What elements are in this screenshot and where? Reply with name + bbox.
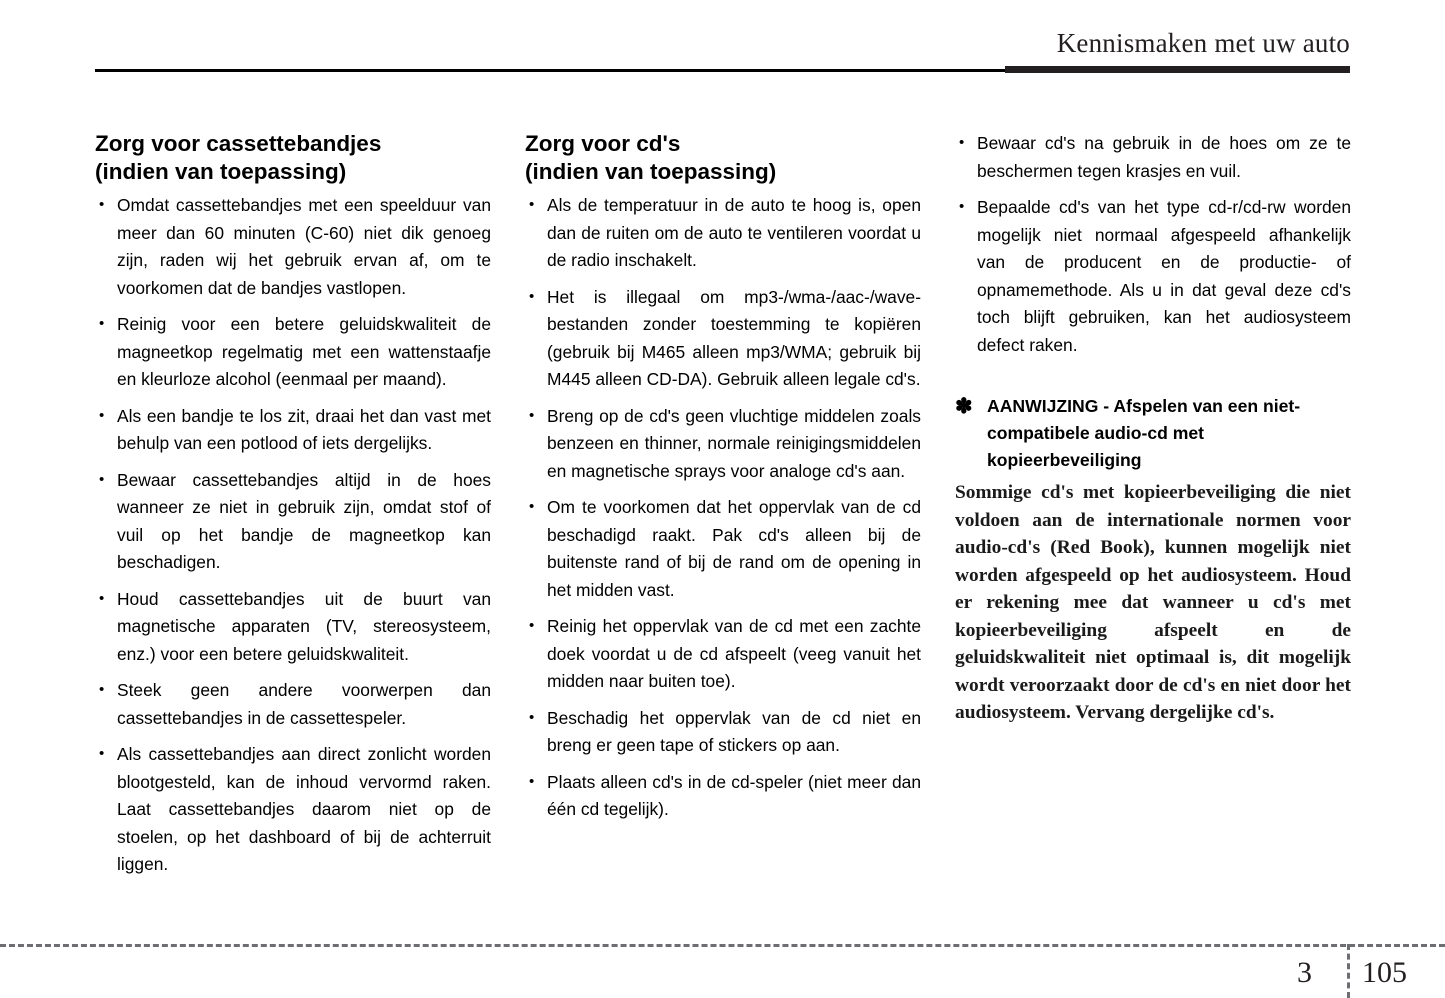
page-header: [95, 28, 1350, 74]
list-item: • Reinig voor een betere geluidskwaliteit de magneetkop regelmatig met een wattenstaafje en kleurloze alcohol (eenmaal per maand).: [95, 311, 491, 394]
list-item: • Beschadig het oppervlak van de cd niet en breng er geen tape of stickers op aan.: [525, 705, 921, 760]
list-item: • Bepaalde cd's van het type cd-r/cd-rw worden mogelijk niet normaal afgespeeld afhankelijk van de producent en de productie- of opnamemethode. Als u in dat geval deze cd's toch blijft gebruiken, kan het audiosysteem defect raken.: [955, 194, 1351, 359]
section-title-line1: Zorg voor cd's: [525, 131, 681, 156]
list-item: • Als de temperatuur in de auto te hoog is, open dan de ruiten om de auto te ventileren voordat u de radio inschakelt.: [525, 192, 921, 275]
list-item: • Omdat cassettebandjes met een speelduur van meer dan 60 minuten (C-60) niet dik genoeg zijn, raden wij het gebruik ervan af, om te voorkomen dat de bandjes vastlopen.: [95, 192, 491, 302]
footer-divider-vertical: [1347, 944, 1350, 998]
list-item: • Bewaar cd's na gebruik in de hoes om ze te beschermen tegen krasjes en vuil.: [955, 130, 1351, 185]
note-heading-text: AANWIJZING - Afspelen van een niet-compatibele audio-cd met kopieerbeveiliging: [987, 396, 1301, 470]
list-item: • Als een bandje te los zit, draai het dan vast met behulp van een potlood of iets dergelijks.: [95, 403, 491, 458]
note-block: [955, 393, 1351, 727]
section-title-line1: Zorg voor cassettebandjes: [95, 131, 382, 156]
section-title-cassettes: [95, 130, 491, 186]
bullet-list-cassettes: [95, 192, 491, 879]
footer-divider: [0, 944, 1445, 947]
asterisk-icon: ✽: [955, 395, 973, 418]
list-item: • Houd cassettebandjes uit de buurt van magnetische apparaten (TV, stereosysteem, enz.) voor een betere geluidskwaliteit.: [95, 586, 491, 669]
section-title-cds: [525, 130, 921, 186]
list-item: • Steek geen andere voorwerpen dan cassettebandjes in de cassettespeler.: [95, 677, 491, 732]
section-title-line2: (indien van toepassing): [95, 159, 347, 184]
column-cassettes: [95, 130, 491, 879]
list-item: • Als cassettebandjes aan direct zonlicht worden blootgesteld, kan de inhoud vervormd raken. Laat cassettebandjes daarom niet op de stoelen, op het dashboard of bij de achterruit liggen.: [95, 741, 491, 879]
column-cds: [525, 130, 921, 824]
list-item: • Breng op de cd's geen vluchtige middelen zoals benzeen en thinner, normale reinigingsmiddelen en magnetische sprays voor analoge cd's aan.: [525, 403, 921, 486]
header-divider-accent: [1005, 66, 1350, 73]
column-cds-continued: [955, 130, 1351, 727]
page-title: Kennismaken met uw auto: [1056, 28, 1350, 58]
bullet-list-cds: [525, 192, 921, 824]
page-number: 105: [1362, 956, 1407, 989]
bullet-list-cds-continued: [955, 130, 1351, 359]
content-columns: [95, 130, 1353, 930]
note-heading: [955, 393, 1351, 474]
chapter-number: 3: [1297, 956, 1312, 989]
section-title-line2: (indien van toepassing): [525, 159, 777, 184]
list-item: • Plaats alleen cd's in de cd-speler (niet meer dan één cd tegelijk).: [525, 769, 921, 824]
list-item: • Reinig het oppervlak van de cd met een zachte doek voordat u de cd afspeelt (veeg vanuit het midden naar buiten toe).: [525, 613, 921, 696]
list-item: • Het is illegaal om mp3-/wma-/aac-/wave-bestanden zonder toestemming te kopiëren (gebruik bij M465 alleen mp3/WMA; gebruik bij M445 alleen CD-DA). Gebruik alleen legale cd's.: [525, 284, 921, 394]
note-body-text: Sommige cd's met kopieerbeveiliging die niet voldoen aan de internationale normen voor audio-cd's (Red Book), kunnen mogelijk niet worden afgespeeld op het audiosysteem. Houd er rekening mee dat wanneer u cd's met kopieerbeveiliging afspeelt en de geluidskwaliteit niet optimaal is, dit mogelijk wordt veroorzaakt door de cd's en niet door het audiosysteem. Vervang dergelijke cd's.: [955, 482, 1351, 723]
list-item: • Om te voorkomen dat het oppervlak van de cd beschadigd raakt. Pak cd's alleen bij de buitenste rand of bij de rand om de opening in het midden vast.: [525, 494, 921, 604]
list-item: • Bewaar cassettebandjes altijd in de hoes wanneer ze niet in gebruik zijn, omdat stof of vuil op het bandje de magneetkop kan beschadigen.: [95, 467, 491, 577]
